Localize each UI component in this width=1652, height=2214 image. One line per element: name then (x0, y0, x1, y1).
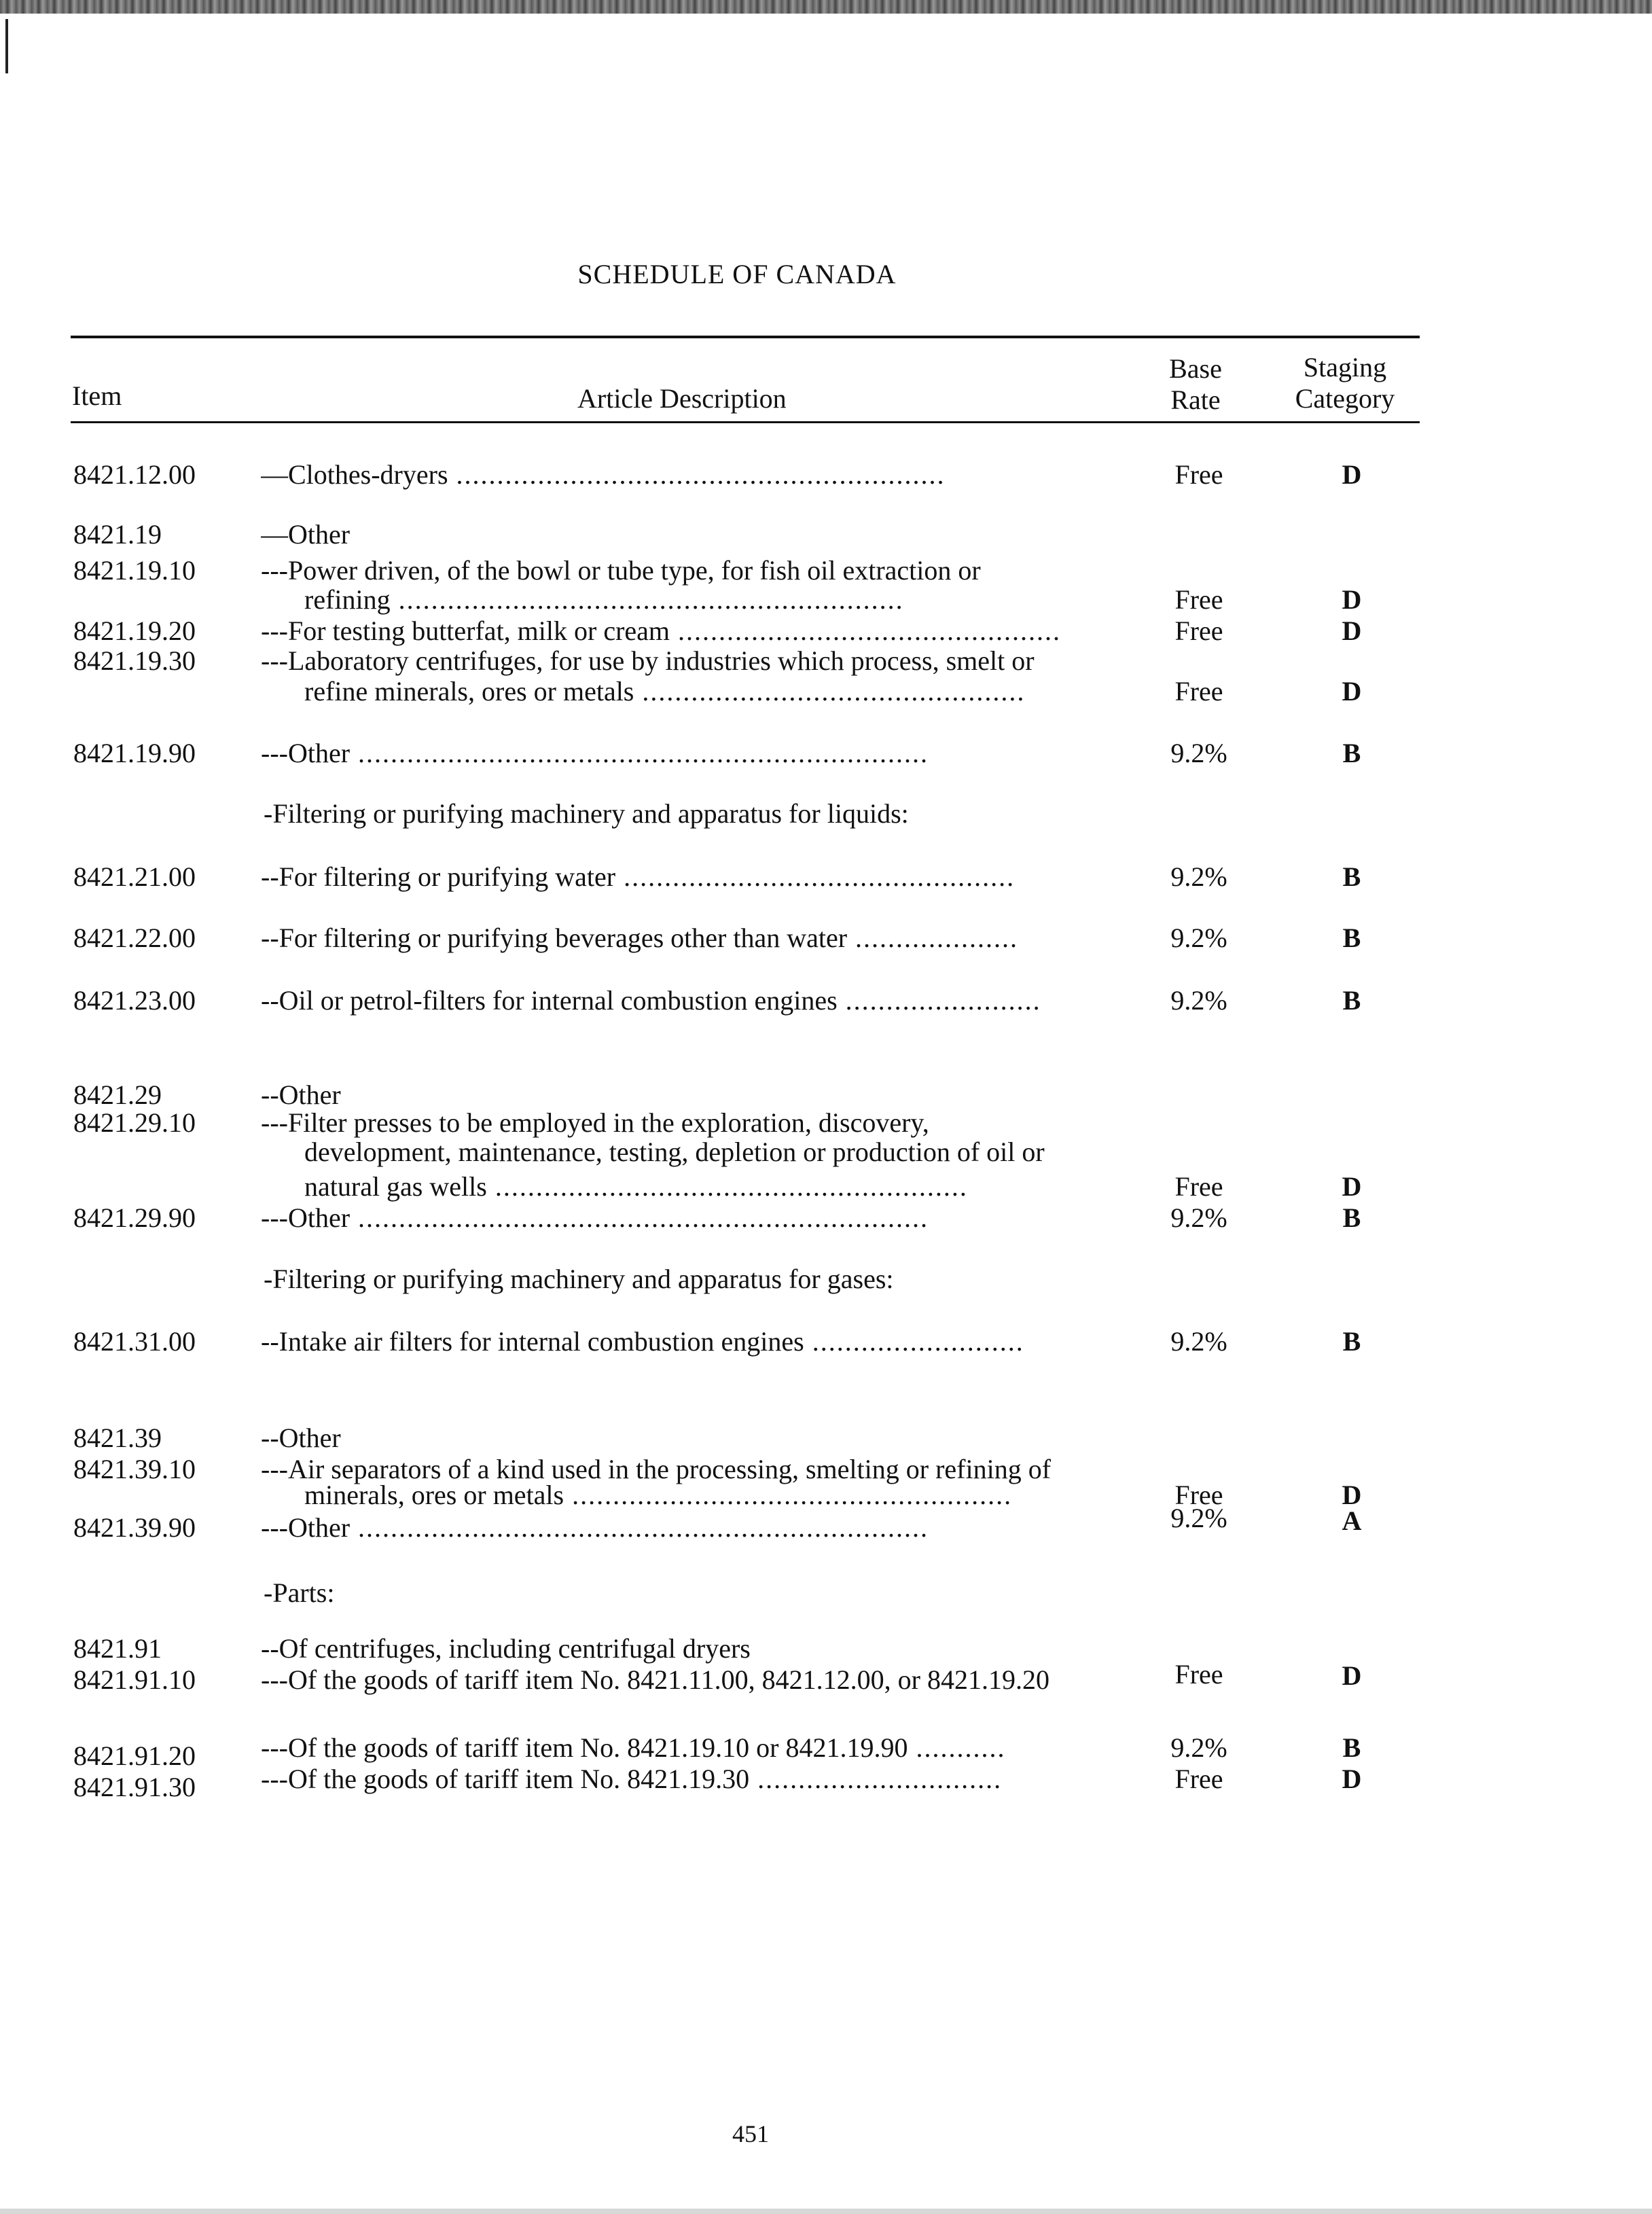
table-row (0, 676, 1652, 707)
row-staging-category: B (1342, 1202, 1361, 1233)
row-item: 8421.19.90 (73, 738, 196, 768)
scan-mark (5, 19, 8, 73)
row-description: ---Other ...................................................................... (261, 738, 929, 768)
row-description: ---Other ...................................................................... (261, 1512, 929, 1543)
row-item: 8421.19 (73, 519, 162, 550)
row-description: minerals, ores or metals ...................................................... (304, 1480, 1013, 1510)
row-staging-category: B (1342, 1732, 1361, 1763)
table-row (0, 1633, 1652, 1664)
table-row (0, 555, 1652, 586)
table-row (0, 459, 1652, 490)
page-title: SCHEDULE OF CANADA (577, 259, 897, 289)
row-description: -Parts: (264, 1577, 335, 1608)
table-row (0, 519, 1652, 550)
row-description: ---Power driven, of the bowl or tube type, for fish oil extraction or (261, 555, 981, 586)
row-item: 8421.22.00 (73, 923, 196, 953)
table-row (0, 1659, 1652, 1696)
row-base-rate: Free (1174, 1480, 1223, 1510)
header-base-rate (1155, 353, 1236, 416)
row-description: —Other (261, 519, 351, 550)
row-staging-category: B (1342, 861, 1361, 892)
header-staging-line2: Category (1295, 383, 1395, 414)
row-base-rate: 9.2% (1170, 1503, 1227, 1533)
row-staging-category: D (1342, 1171, 1362, 1202)
row-item: 8421.23.00 (73, 985, 196, 1016)
row-description: --Other (261, 1079, 341, 1110)
row-staging-category: D (1342, 1660, 1362, 1691)
header-description: Article Description (577, 383, 787, 414)
header-staging-category (1277, 352, 1413, 414)
row-description: -Filtering or purifying machinery and apparatus for liquids: (264, 798, 909, 829)
row-item: 8421.39.10 (73, 1454, 196, 1484)
row-staging-category: D (1342, 584, 1362, 615)
row-description: ---Of the goods of tariff item No. 8421.19.10 or 8421.19.90 ........... (261, 1732, 1006, 1763)
header-base-rate-line1: Base (1169, 353, 1222, 384)
row-staging-category: B (1342, 985, 1361, 1016)
section-heading (0, 1577, 1652, 1609)
row-item: 8421.91 (73, 1633, 162, 1664)
row-staging-category: D (1342, 459, 1362, 490)
row-staging-category: D (1342, 1764, 1362, 1794)
row-item: 8421.91.10 (73, 1664, 196, 1695)
table-row (0, 1480, 1652, 1511)
row-description: --Oil or petrol-filters for internal combustion engines ........................ (261, 985, 1041, 1016)
row-description: ---Laboratory centrifuges, for use by industries which process, smelt or (261, 645, 1035, 676)
header-top-rule (71, 336, 1420, 338)
row-item: 8421.12.00 (73, 459, 196, 490)
row-staging-category: D (1342, 676, 1362, 707)
section-heading (0, 1264, 1652, 1295)
table-row (0, 1202, 1652, 1234)
row-base-rate: Free (1174, 1171, 1223, 1202)
row-base-rate: 9.2% (1170, 985, 1227, 1016)
row-item: 8421.91.30 (73, 1772, 196, 1802)
row-description: natural gas wells .......................................................... (304, 1171, 968, 1202)
row-staging-category: D (1342, 1480, 1362, 1510)
row-description: —Clothes-dryers ............................................................ (261, 459, 946, 490)
row-item: 8421.39.90 (73, 1512, 196, 1543)
table-row (0, 1107, 1652, 1139)
row-description: ---Other ...................................................................... (261, 1202, 929, 1233)
row-base-rate: 9.2% (1170, 1202, 1227, 1233)
row-item: 8421.29 (73, 1079, 162, 1110)
table-row (0, 584, 1652, 615)
row-base-rate: 9.2% (1170, 923, 1227, 953)
row-description: -Filtering or purifying machinery and apparatus for gases: (264, 1264, 894, 1294)
row-base-rate: 9.2% (1170, 861, 1227, 892)
row-base-rate: Free (1174, 1659, 1223, 1690)
header-bottom-rule (71, 421, 1420, 423)
table-row (0, 985, 1652, 1016)
row-item: 8421.21.00 (73, 861, 196, 892)
row-item: 8421.19.30 (73, 645, 196, 676)
row-description: --Of centrifuges, including centrifugal dryers (261, 1633, 751, 1664)
table-row (0, 1171, 1652, 1202)
row-description: refine minerals, ores or metals ............................................... (304, 676, 1026, 707)
header-base-rate-line2: Rate (1170, 385, 1221, 415)
row-item: 8421.29.10 (73, 1107, 196, 1138)
header-staging-line1: Staging (1303, 352, 1387, 382)
row-description: refining .............................................................. (304, 584, 904, 615)
row-item: 8421.31.00 (73, 1326, 196, 1357)
table-row (0, 1079, 1652, 1111)
row-description: ---Of the goods of tariff item No. 8421.11.00, 8421.12.00, or 8421.19.20 (261, 1664, 1049, 1695)
row-staging-category: D (1342, 615, 1362, 646)
row-item: 8421.29.90 (73, 1202, 196, 1233)
table-row (0, 615, 1652, 647)
row-item: 8421.39 (73, 1423, 162, 1453)
row-staging-category: A (1342, 1505, 1362, 1536)
table-row (0, 645, 1652, 677)
row-staging-category: B (1342, 1326, 1361, 1357)
table-row (0, 1326, 1652, 1357)
scan-top-edge (0, 0, 1652, 14)
row-description: ---Air separators of a kind used in the processing, smelting or refining of (261, 1454, 1052, 1484)
table-row (0, 738, 1652, 769)
scan-bottom-edge (0, 2209, 1652, 2214)
row-description: --For filtering or purifying water ................................................ (261, 861, 1016, 892)
row-base-rate: Free (1174, 459, 1223, 490)
table-row (0, 861, 1652, 893)
table-row (0, 923, 1652, 954)
table-row (0, 1732, 1652, 1771)
row-description: ---Filter presses to be employed in the exploration, discovery, (261, 1107, 929, 1138)
table-row (0, 1764, 1652, 1802)
table-row (0, 1137, 1652, 1168)
row-base-rate: Free (1174, 1764, 1223, 1794)
row-description: ---Of the goods of tariff item No. 8421.19.30 .............................. (261, 1764, 1003, 1794)
section-heading (0, 798, 1652, 829)
row-item: 8421.19.10 (73, 555, 196, 586)
page-number: 451 (732, 2120, 769, 2147)
row-base-rate: Free (1174, 584, 1223, 615)
row-item: 8421.19.20 (73, 615, 196, 646)
row-base-rate: Free (1174, 676, 1223, 707)
header-item: Item (72, 380, 122, 411)
row-base-rate: 9.2% (1170, 1732, 1227, 1763)
row-staging-category: B (1342, 923, 1361, 953)
row-item: 8421.91.20 (73, 1740, 196, 1771)
row-base-rate: 9.2% (1170, 1326, 1227, 1357)
row-description: --For filtering or purifying beverages other than water .................... (261, 923, 1019, 953)
row-description: --Other (261, 1423, 341, 1453)
row-description: --Intake air filters for internal combustion engines .......................... (261, 1326, 1024, 1357)
row-base-rate: 9.2% (1170, 738, 1227, 768)
table-row (0, 1503, 1652, 1543)
row-staging-category: B (1342, 738, 1361, 768)
row-base-rate: Free (1174, 615, 1223, 646)
row-description: ---For testing butterfat, milk or cream ............................................... (261, 615, 1062, 646)
table-row (0, 1423, 1652, 1454)
row-description: development, maintenance, testing, depletion or production of oil or (304, 1137, 1045, 1167)
